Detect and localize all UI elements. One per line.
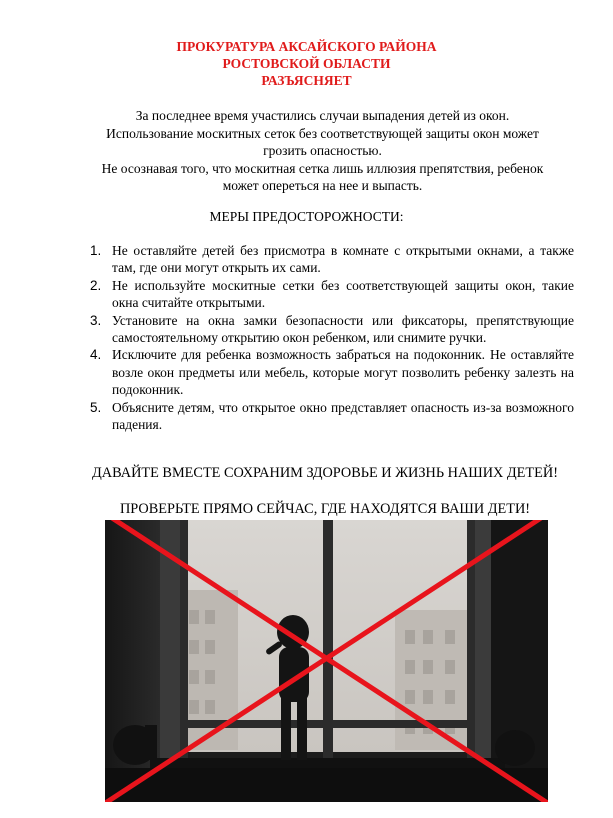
intro-line-1: За последнее время участились случаи выпадения детей из окон.: [135, 108, 510, 123]
header-line-1: ПРОКУРАТУРА АКСАЙСКОГО РАЙОНА: [176, 39, 437, 54]
slogan-check-children: ПРОВЕРЬТЕ ПРЯМО СЕЙЧАС, ГДЕ НАХОДЯТСЯ ВАШИ ДЕТИ!: [119, 501, 531, 517]
list-item-text: Установите на окна замки безопасности или фиксаторы, препятствующие самостоятельному открытию окон ребенком, или снимите ручки.: [112, 312, 574, 346]
intro-line-5: может опереться на нее и выпасть.: [222, 178, 423, 193]
list-item-text: Не оставляйте детей без присмотра в комнате с открытыми окнами, а также там, где они могут открыть их сами.: [112, 243, 574, 276]
intro-paragraph: [70, 107, 575, 195]
list-item: [90, 277, 574, 312]
measures-list: [90, 242, 574, 433]
header-line-3: РАЗЪЯСНЯЕТ: [261, 73, 352, 88]
intro-line-3: грозить опасностью.: [263, 143, 382, 158]
list-item: [90, 399, 574, 434]
list-item-number: 2.: [90, 277, 102, 293]
intro-line-2: Использование москитных сеток без соответствующей защиты окон может: [106, 125, 539, 141]
child-at-window-photo: [105, 520, 548, 802]
list-item-number: 3.: [90, 312, 102, 328]
page-header: [0, 38, 613, 89]
intro-line-4: Не осознавая того, что москитная сетка лишь иллюзия препятствия, ребенок: [101, 160, 544, 176]
list-item-number: 5.: [90, 399, 102, 415]
list-item-text: Объясните детям, что открытое окно представляет опасность из-за возможного падения.: [112, 399, 574, 433]
list-item: [90, 242, 574, 277]
header-line-2: РОСТОВСКОЙ ОБЛАСТИ: [222, 56, 391, 71]
measures-title: МЕРЫ ПРЕДОСТОРОЖНОСТИ:: [209, 209, 404, 224]
list-item: [90, 312, 574, 347]
list-item-text: Исключите для ребенка возможность забраться на подоконник. Не оставляйте возле окон предметы или мебель, которые могут позволить ребенку залезть на подоконник.: [112, 347, 574, 398]
list-item-number: 4.: [90, 347, 102, 363]
list-item-number: 1.: [90, 243, 102, 258]
list-item: [90, 346, 574, 398]
list-item-text: Не используйте москитные сетки без соответствующей защиты окон, такие окна считайте открытыми.: [112, 277, 574, 311]
slogan-health: ДАВАЙТЕ ВМЕСТЕ СОХРАНИМ ЗДОРОВЬЕ И ЖИЗНЬ НАШИХ ДЕТЕЙ!: [92, 465, 558, 481]
